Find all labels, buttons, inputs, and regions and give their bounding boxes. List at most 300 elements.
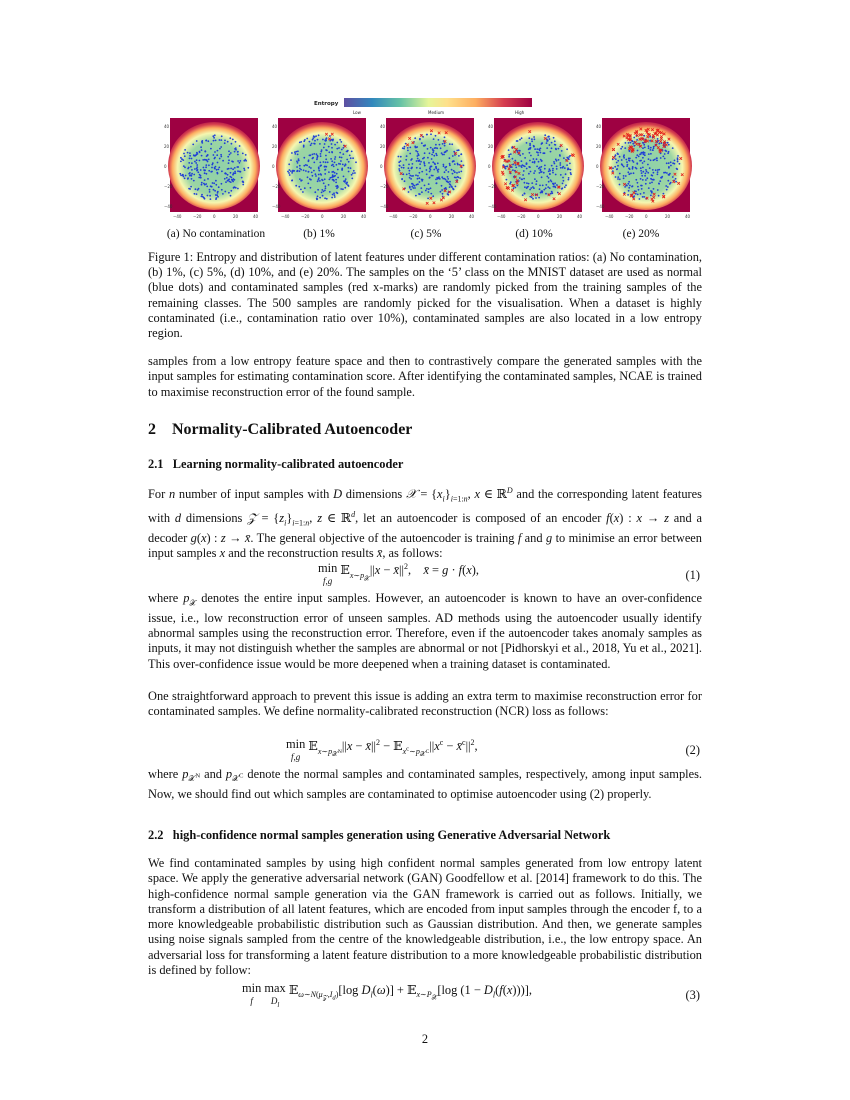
normal-sample-dot — [439, 144, 441, 146]
normal-sample-dot — [205, 164, 207, 166]
normal-sample-dot — [674, 163, 676, 165]
normal-sample-dot — [220, 156, 222, 158]
normal-sample-dot — [318, 179, 320, 181]
normal-sample-dot — [433, 169, 435, 171]
normal-sample-dot — [438, 169, 440, 171]
normal-sample-dot — [565, 173, 567, 175]
normal-sample-dot — [564, 167, 566, 169]
normal-sample-dot — [221, 135, 223, 137]
normal-sample-dot — [652, 169, 654, 171]
subsection-heading-2-2 — [148, 828, 610, 843]
normal-sample-dot — [546, 142, 548, 144]
page-number: 2 — [421, 1032, 429, 1046]
normal-sample-dot — [617, 160, 619, 162]
normal-sample-dot — [638, 156, 640, 158]
normal-sample-dot — [324, 173, 326, 175]
normal-sample-dot — [524, 157, 526, 159]
normal-sample-dot — [353, 170, 355, 172]
normal-sample-dot — [542, 152, 544, 154]
normal-sample-dot — [424, 144, 426, 146]
normal-sample-dot — [421, 142, 423, 144]
normal-sample-dot — [668, 144, 670, 146]
normal-sample-dot — [237, 170, 239, 172]
normal-sample-dot — [522, 153, 524, 155]
normal-sample-dot — [199, 160, 201, 162]
normal-sample-dot — [561, 150, 563, 152]
y-tick-label: −20 — [380, 184, 389, 189]
normal-sample-dot — [318, 174, 320, 176]
normal-sample-dot — [628, 142, 630, 144]
normal-sample-dot — [327, 161, 329, 163]
normal-sample-dot — [320, 165, 322, 167]
normal-sample-dot — [617, 176, 619, 178]
normal-sample-dot — [229, 181, 231, 183]
normal-sample-dot — [231, 143, 233, 145]
normal-sample-dot — [536, 148, 538, 150]
normal-sample-dot — [204, 179, 206, 181]
normal-sample-dot — [220, 154, 222, 156]
normal-sample-dot — [297, 170, 299, 172]
normal-sample-dot — [313, 170, 315, 172]
normal-sample-dot — [204, 170, 206, 172]
x-tick-label: 0 — [321, 214, 324, 219]
normal-sample-dot — [640, 193, 642, 195]
normal-sample-dot — [657, 173, 659, 175]
intro-paragraph: samples from a low entropy feature space and then to contrastively compare the generated samples with the input samples for estimating contamination score. After identifying the contaminated samples, NCAE is trained to maximise reconstruction error of the found sample. — [148, 354, 702, 399]
normal-sample-dot — [196, 164, 198, 166]
normal-sample-dot — [183, 153, 185, 155]
normal-sample-dot — [435, 166, 437, 168]
normal-sample-dot — [289, 169, 291, 171]
normal-sample-dot — [224, 191, 226, 193]
normal-sample-dot — [221, 183, 223, 185]
normal-sample-dot — [658, 143, 660, 145]
normal-sample-dot — [213, 154, 215, 156]
normal-sample-dot — [530, 187, 532, 189]
panel-label-e: (e) 20% — [622, 228, 660, 240]
normal-sample-dot — [216, 169, 218, 171]
normal-sample-dot — [410, 189, 412, 191]
normal-sample-dot — [298, 186, 300, 188]
normal-sample-dot — [237, 154, 239, 156]
normal-sample-dot — [299, 170, 301, 172]
normal-sample-dot — [506, 165, 508, 167]
normal-sample-dot — [529, 166, 531, 168]
normal-sample-dot — [194, 161, 196, 163]
normal-sample-dot — [331, 197, 333, 199]
normal-sample-dot — [213, 182, 215, 184]
normal-sample-dot — [432, 152, 434, 154]
normal-sample-dot — [653, 172, 655, 174]
normal-sample-dot — [543, 172, 545, 174]
normal-sample-dot — [312, 139, 314, 141]
normal-sample-dot — [530, 171, 532, 173]
normal-sample-dot — [331, 143, 333, 145]
normal-sample-dot — [331, 152, 333, 154]
subsection-title: high-confidence normal samples generation using Generative Adversarial Network — [172, 828, 611, 842]
normal-sample-dot — [228, 192, 230, 194]
normal-sample-dot — [351, 174, 353, 176]
normal-sample-dot — [534, 170, 536, 172]
normal-sample-dot — [300, 189, 302, 191]
normal-sample-dot — [196, 193, 198, 195]
normal-sample-dot — [537, 154, 539, 156]
normal-sample-dot — [460, 153, 462, 155]
normal-sample-dot — [667, 180, 669, 182]
normal-sample-dot — [210, 198, 212, 200]
normal-sample-dot — [197, 171, 199, 173]
normal-sample-dot — [519, 155, 521, 157]
normal-sample-dot — [619, 156, 621, 158]
normal-sample-dot — [220, 139, 222, 141]
normal-sample-dot — [628, 158, 630, 160]
normal-sample-dot — [408, 167, 410, 169]
y-tick-label: −20 — [488, 184, 497, 189]
normal-sample-dot — [424, 152, 426, 154]
normal-sample-dot — [538, 161, 540, 163]
normal-sample-dot — [667, 142, 669, 144]
normal-sample-dot — [547, 186, 549, 188]
normal-sample-dot — [430, 187, 432, 189]
normal-sample-dot — [555, 149, 557, 151]
normal-sample-dot — [552, 168, 554, 170]
normal-sample-dot — [457, 163, 459, 165]
normal-sample-dot — [651, 182, 653, 184]
normal-sample-dot — [209, 191, 211, 193]
normal-sample-dot — [449, 157, 451, 159]
normal-sample-dot — [668, 162, 670, 164]
scatter-plot — [488, 118, 588, 222]
normal-sample-dot — [210, 148, 212, 150]
normal-sample-dot — [633, 161, 635, 163]
normal-sample-dot — [227, 156, 229, 158]
normal-sample-dot — [444, 136, 446, 138]
normal-sample-dot — [648, 153, 650, 155]
normal-sample-dot — [409, 153, 411, 155]
x-tick-label: 0 — [213, 214, 216, 219]
normal-sample-dot — [411, 186, 413, 188]
normal-sample-dot — [653, 159, 655, 161]
normal-sample-dot — [427, 157, 429, 159]
normal-sample-dot — [653, 146, 655, 148]
normal-sample-dot — [533, 136, 535, 138]
normal-sample-dot — [306, 165, 308, 167]
normal-sample-dot — [299, 165, 301, 167]
normal-sample-dot — [313, 135, 315, 137]
normal-sample-dot — [451, 169, 453, 171]
y-tick-label: 0 — [272, 164, 275, 169]
normal-sample-dot — [431, 175, 433, 177]
normal-sample-dot — [564, 186, 566, 188]
normal-sample-dot — [321, 192, 323, 194]
normal-sample-dot — [350, 157, 352, 159]
normal-sample-dot — [516, 140, 518, 142]
scatter-panel-d — [488, 118, 583, 219]
normal-sample-dot — [521, 178, 523, 180]
normal-sample-dot — [237, 151, 239, 153]
normal-sample-dot — [523, 178, 525, 180]
normal-sample-dot — [679, 163, 681, 165]
normal-sample-dot — [218, 167, 220, 169]
normal-sample-dot — [215, 140, 217, 142]
normal-sample-dot — [323, 147, 325, 149]
normal-sample-dot — [409, 170, 411, 172]
normal-sample-dot — [229, 137, 231, 139]
x-tick-label: −20 — [517, 214, 526, 219]
normal-sample-dot — [311, 143, 313, 145]
normal-sample-dot — [667, 152, 669, 154]
scatter-panel-e — [596, 118, 691, 219]
normal-sample-dot — [629, 185, 631, 187]
normal-sample-dot — [440, 147, 442, 149]
normal-sample-dot — [310, 144, 312, 146]
normal-sample-dot — [230, 190, 232, 192]
normal-sample-dot — [644, 152, 646, 154]
normal-sample-dot — [199, 174, 201, 176]
normal-sample-dot — [244, 169, 246, 171]
normal-sample-dot — [509, 183, 511, 185]
normal-sample-dot — [647, 172, 649, 174]
normal-sample-dot — [628, 159, 630, 161]
normal-sample-dot — [614, 166, 616, 168]
normal-sample-dot — [552, 170, 554, 172]
normal-sample-dot — [648, 147, 650, 149]
normal-sample-dot — [415, 174, 417, 176]
normal-sample-dot — [515, 164, 517, 166]
normal-sample-dot — [549, 168, 551, 170]
normal-sample-dot — [338, 163, 340, 165]
normal-sample-dot — [196, 159, 198, 161]
normal-sample-dot — [620, 148, 622, 150]
normal-sample-dot — [426, 134, 428, 136]
normal-sample-dot — [449, 186, 451, 188]
normal-sample-dot — [230, 168, 232, 170]
normal-sample-dot — [315, 173, 317, 175]
normal-sample-dot — [321, 189, 323, 191]
normal-sample-dot — [228, 178, 230, 180]
normal-sample-dot — [215, 166, 217, 168]
normal-sample-dot — [550, 151, 552, 153]
normal-sample-dot — [636, 154, 638, 156]
normal-sample-dot — [210, 171, 212, 173]
normal-sample-dot — [189, 172, 191, 174]
normal-sample-dot — [339, 139, 341, 141]
normal-sample-dot — [539, 188, 541, 190]
normal-sample-dot — [401, 178, 403, 180]
normal-sample-dot — [197, 189, 199, 191]
normal-sample-dot — [628, 181, 630, 183]
normal-sample-dot — [515, 167, 517, 169]
normal-sample-dot — [319, 143, 321, 145]
normal-sample-dot — [215, 194, 217, 196]
normal-sample-dot — [546, 140, 548, 142]
normal-sample-dot — [239, 145, 241, 147]
normal-sample-dot — [449, 184, 451, 186]
normal-sample-dot — [205, 166, 207, 168]
normal-sample-dot — [526, 168, 528, 170]
normal-sample-dot — [419, 177, 421, 179]
normal-sample-dot — [287, 171, 289, 173]
normal-sample-dot — [669, 183, 671, 185]
normal-sample-dot — [232, 139, 234, 141]
normal-sample-dot — [326, 198, 328, 200]
normal-sample-dot — [208, 164, 210, 166]
normal-sample-dot — [215, 184, 217, 186]
normal-sample-dot — [458, 171, 460, 173]
colorbar-gradient — [344, 98, 532, 107]
normal-sample-dot — [554, 186, 556, 188]
normal-sample-dot — [404, 180, 406, 182]
equation-2: min f,g 𝔼$_{x\sim p_{𝒳^N}}$||x − $x̄||^2$ − $𝔼_{x^c\sim p_{𝒳^C}}||x^c$ − $x̄^c||^2$, — [286, 737, 478, 762]
normal-sample-dot — [454, 163, 456, 165]
x-tick-label: 0 — [645, 214, 648, 219]
normal-sample-dot — [426, 169, 428, 171]
normal-sample-dot — [201, 155, 203, 157]
normal-sample-dot — [568, 177, 570, 179]
normal-sample-dot — [639, 198, 641, 200]
normal-sample-dot — [315, 175, 317, 177]
normal-sample-dot — [225, 172, 227, 174]
normal-sample-dot — [407, 150, 409, 152]
normal-sample-dot — [243, 160, 245, 162]
x-tick-label: 40 — [685, 214, 691, 219]
normal-sample-dot — [329, 179, 331, 181]
normal-sample-dot — [413, 184, 415, 186]
normal-sample-dot — [435, 135, 437, 137]
normal-sample-dot — [411, 168, 413, 170]
normal-sample-dot — [522, 174, 524, 176]
normal-sample-dot — [534, 138, 536, 140]
normal-sample-dot — [350, 167, 352, 169]
normal-sample-dot — [453, 170, 455, 172]
equation-3-number: (3) — [685, 988, 700, 1002]
normal-sample-dot — [413, 187, 415, 189]
normal-sample-dot — [538, 197, 540, 199]
normal-sample-dot — [412, 175, 414, 177]
normal-sample-dot — [237, 160, 239, 162]
normal-sample-dot — [298, 160, 300, 162]
normal-sample-dot — [424, 185, 426, 187]
normal-sample-dot — [217, 162, 219, 164]
normal-sample-dot — [325, 155, 327, 157]
normal-sample-dot — [675, 181, 677, 183]
normal-sample-dot — [562, 177, 564, 179]
normal-sample-dot — [315, 135, 317, 137]
normal-sample-dot — [203, 167, 205, 169]
normal-sample-dot — [666, 189, 668, 191]
normal-sample-dot — [641, 175, 643, 177]
normal-sample-dot — [307, 183, 309, 185]
normal-sample-dot — [551, 142, 553, 144]
normal-sample-dot — [333, 192, 335, 194]
section-number: 2 — [148, 421, 156, 438]
normal-sample-dot — [332, 174, 334, 176]
y-tick-label: −20 — [164, 184, 173, 189]
normal-sample-dot — [663, 193, 665, 195]
normal-sample-dot — [551, 147, 553, 149]
normal-sample-dot — [626, 165, 628, 167]
normal-sample-dot — [649, 136, 651, 138]
normal-sample-dot — [409, 147, 411, 149]
normal-sample-dot — [348, 171, 350, 173]
normal-sample-dot — [637, 182, 639, 184]
x-tick-label: 0 — [429, 214, 432, 219]
normal-sample-dot — [643, 161, 645, 163]
y-tick-label: 0 — [488, 164, 491, 169]
normal-sample-dot — [455, 177, 457, 179]
normal-sample-dot — [437, 171, 439, 173]
normal-sample-dot — [332, 140, 334, 142]
normal-sample-dot — [627, 194, 629, 196]
normal-sample-dot — [406, 155, 408, 157]
normal-sample-dot — [321, 179, 323, 181]
normal-sample-dot — [676, 168, 678, 170]
normal-sample-dot — [216, 172, 218, 174]
normal-sample-dot — [325, 166, 327, 168]
normal-sample-dot — [184, 177, 186, 179]
normal-sample-dot — [522, 194, 524, 196]
normal-sample-dot — [644, 175, 646, 177]
normal-sample-dot — [536, 151, 538, 153]
normal-sample-dot — [312, 175, 314, 177]
normal-sample-dot — [230, 195, 232, 197]
normal-sample-dot — [635, 167, 637, 169]
normal-sample-dot — [642, 152, 644, 154]
normal-sample-dot — [212, 182, 214, 184]
normal-sample-dot — [642, 147, 644, 149]
normal-sample-dot — [225, 181, 227, 183]
normal-sample-dot — [545, 193, 547, 195]
normal-sample-dot — [510, 181, 512, 183]
normal-sample-dot — [415, 150, 417, 152]
normal-sample-dot — [401, 167, 403, 169]
normal-sample-dot — [451, 143, 453, 145]
normal-sample-dot — [340, 188, 342, 190]
normal-sample-dot — [292, 170, 294, 172]
normal-sample-dot — [179, 173, 181, 175]
normal-sample-dot — [653, 188, 655, 190]
normal-sample-dot — [228, 168, 230, 170]
normal-sample-dot — [345, 178, 347, 180]
normal-sample-dot — [538, 168, 540, 170]
normal-sample-dot — [661, 177, 663, 179]
normal-sample-dot — [436, 154, 438, 156]
normal-sample-dot — [245, 154, 247, 156]
normal-sample-dot — [636, 139, 638, 141]
normal-sample-dot — [230, 172, 232, 174]
normal-sample-dot — [645, 183, 647, 185]
normal-sample-dot — [562, 183, 564, 185]
normal-sample-dot — [414, 187, 416, 189]
normal-sample-dot — [650, 149, 652, 151]
normal-sample-dot — [400, 160, 402, 162]
normal-sample-dot — [299, 178, 301, 180]
normal-sample-dot — [303, 169, 305, 171]
normal-sample-dot — [438, 139, 440, 141]
normal-sample-dot — [196, 152, 198, 154]
normal-sample-dot — [320, 155, 322, 157]
normal-sample-dot — [411, 183, 413, 185]
x-tick-label: 20 — [233, 214, 239, 219]
paragraph-2-1-samples: where $p_{𝒳^N}$ and $p_{𝒳^C}$ denote the normal samples and contaminated samples, respectively, among input samples. Now, we should find out which samples are contaminated to optimise autoencoder using (2) properly. — [148, 767, 703, 801]
normal-sample-dot — [429, 152, 431, 154]
normal-sample-dot — [408, 164, 410, 166]
normal-sample-dot — [183, 165, 185, 167]
colorbar-title: Entropy — [314, 101, 339, 107]
normal-sample-dot — [641, 188, 643, 190]
normal-sample-dot — [650, 195, 652, 197]
normal-sample-dot — [209, 189, 211, 191]
